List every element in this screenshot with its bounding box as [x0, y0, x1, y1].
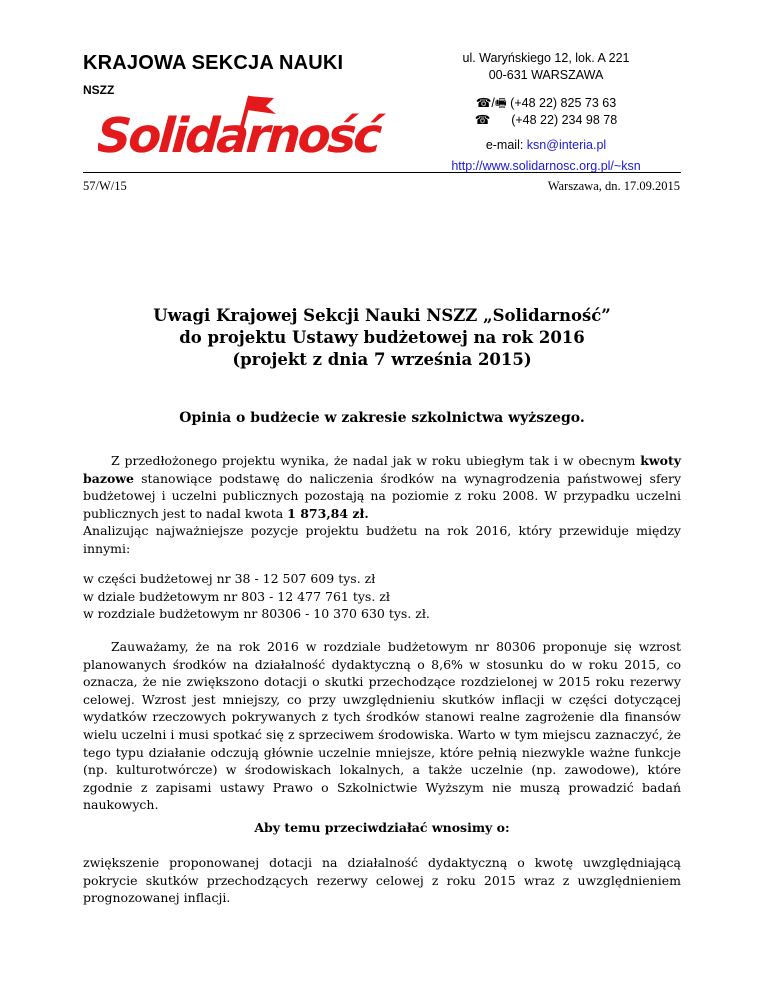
website-link[interactable]: http://www.solidarnosc.org.pl/~ksn [451, 159, 641, 173]
phone: ☎ (+48 22) 234 98 78 [474, 113, 618, 127]
letter-date: Warszawa, dn. 17.09.2015 [547, 179, 680, 193]
email-line [412, 137, 680, 154]
document-title [83, 305, 681, 371]
solidarnosc-logo [98, 92, 388, 167]
budget-list [83, 570, 681, 623]
p1-text-1: Z przedłożonego projektu wynika, że nadal jak w roku ubiegłym tak i w obecnym [111, 453, 641, 468]
budget-line: w rozdziale budżetowym nr 80306 - 10 370 630 tys. zł. [83, 606, 430, 622]
email-link[interactable]: ksn@interia.pl [526, 138, 607, 152]
address-line-2: 00-631 WARSZAWA [488, 68, 604, 82]
header-divider [83, 172, 681, 173]
title-line-3: (projekt z dnia 7 września 2015) [232, 350, 532, 369]
section-heading: Opinia o budżecie w zakresie szkolnictwa wyższego. [179, 410, 585, 426]
email-label: e-mail: [485, 138, 527, 152]
p1-text-3: Analizując najważniejsze pozycje projektu budżetu na rok 2016, który przewiduje między innymi: [83, 523, 681, 556]
org-sub: NSZZ [83, 83, 115, 97]
p1-bold-1: kwoty bazowe [83, 453, 681, 486]
paragraph-2: Zauważamy, że na rok 2016 w rozdziale budżetowym nr 80306 proponuje się wzrost planowanych środków na działalność dydaktyczną o 8,6% w stosunku do w roku 2015, co oznacza, że nie zwiększono dotacji o skutki przechodzące rozdzielonej w 2015 roku rezerwy celowej. Wzrost jest mniejszy, co przy uwzględnieniu skutków inflacji w części dotyczącej wydatków rzeczowych pokrywanych z tych środków stanowi realne zagrożenie dla finansów wielu uczelni i musi spotkać się z sprzeciwem środowiska. Warto w tym miejscu zaznaczyć, że tego typu działanie odczują głównie uczelnie mniejsze, które pełnią niezwykle ważne funkcje (np. kulturotwórcze) w środowiskach lokalnych, a także uczelnie (np. zawodowe), które zgodnie z zapisami ustawy Prawo o Szkolnictwie Wyższym nie muszą prowadzić badań naukowych. [83, 639, 681, 813]
address-line-1: ul. Waryńskiego 12, lok. A 221 [462, 51, 630, 65]
org-name: KRAJOWA SEKCJA NAUKI [83, 52, 344, 74]
p1-text-2: stanowiące podstawę do naliczenia środków na wynagrodzenia państwowej sfery budżetowej i uczelni publicznych pozostają na poziomie z roku 2008. W przypadku uczelni publicznych jest to nadal kwota [83, 470, 681, 521]
letterhead-contact [412, 50, 680, 175]
budget-line: w dziale budżetowym nr 803 - 12 477 761 tys. zł [83, 588, 390, 604]
paragraph-1 [83, 452, 681, 558]
phone-fax: ☎/🖷 (+48 22) 825 73 63 [475, 96, 617, 110]
title-line-2: do projektu Ustawy budżetowej na rok 2016 [179, 328, 585, 347]
budget-line: w części budżetowej nr 38 - 12 507 609 tys. zł [83, 571, 376, 586]
paragraph-3: zwiększenie proponowanej dotacji na działalność dydaktyczną o kwotę uwzględniającą pokrycie skutków przechodzących rezerwy celowej z roku 2015 wraz z uwzględnieniem prognozowanej inflacji. [83, 855, 681, 906]
request-heading: Aby temu przeciwdziałać wnosimy o: [254, 820, 510, 835]
reference-number: 57/W/15 [83, 179, 127, 193]
logo-text: Solidarność [98, 108, 381, 162]
letterhead-left [83, 52, 413, 97]
p1-bold-2: 1 873,84 zł. [287, 505, 369, 521]
title-line-1: Uwagi Krajowej Sekcji Nauki NSZZ „Solidarność” [153, 306, 611, 325]
